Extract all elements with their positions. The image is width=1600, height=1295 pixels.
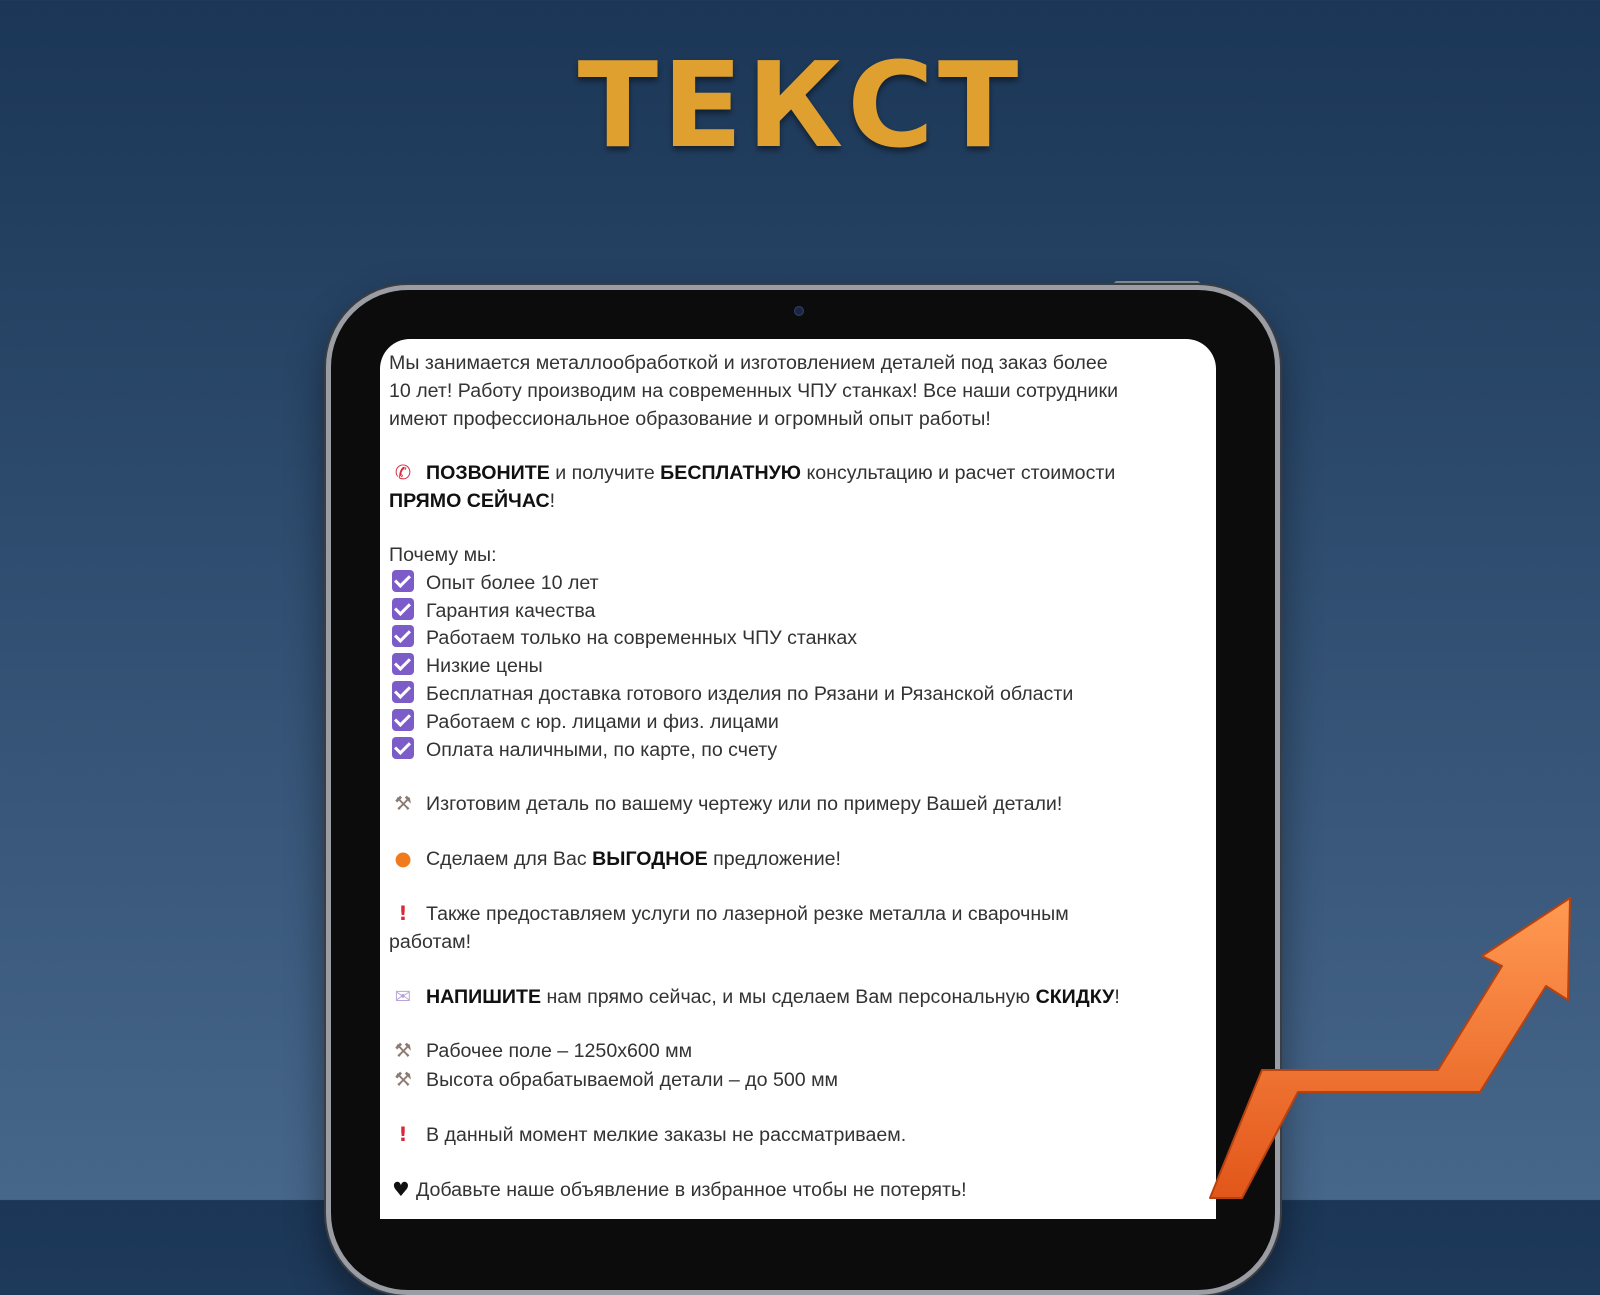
spec-item: ⚒ Высота обрабатываемой детали – до 500 мм <box>389 1066 1216 1095</box>
exclamation-icon: ! <box>398 1122 408 1146</box>
growth-arrow-icon <box>1180 880 1600 1200</box>
tools-icon: ⚒ <box>394 1068 412 1092</box>
benefit-item: Работаем с юр. лицами и физ. лицами <box>389 709 1216 737</box>
ad-text <box>380 339 1216 1205</box>
tools-icon: ⚒ <box>394 792 412 816</box>
camera-icon <box>794 306 804 316</box>
fire-icon: ● <box>394 847 412 871</box>
phone-icon: ✆ <box>394 461 412 485</box>
heart-icon: ♥ <box>392 1177 410 1201</box>
favorite-line: ♥ Добавьте наше объявление в избранное чтобы не потерять! <box>389 1176 1216 1205</box>
offer-line: ● Сделаем для Вас ВЫГОДНОЕ предложение! <box>389 845 1216 874</box>
checkbox-icon <box>392 681 414 703</box>
write-line: ✉ НАПИШИТЕ нам прямо сейчас, и мы сделаем Вам персональную СКИДКУ! <box>389 983 1216 1012</box>
tools-icon: ⚒ <box>394 1039 412 1063</box>
spec-item: ⚒ Рабочее поле – 1250х600 мм <box>389 1037 1216 1066</box>
tablet-screen <box>380 339 1216 1219</box>
notice-line: ! В данный момент мелкие заказы не рассматриваем. <box>389 1121 1216 1150</box>
checkbox-icon <box>392 570 414 592</box>
drawing-line: ⚒ Изготовим деталь по вашему чертежу или по примеру Вашей детали! <box>389 790 1216 819</box>
checkbox-icon <box>392 598 414 620</box>
call-line-2: ПРЯМО СЕЙЧАС! <box>389 490 556 513</box>
benefit-item: Низкие цены <box>389 653 1216 681</box>
checkbox-icon <box>392 653 414 675</box>
call-line: ✆ ПОЗВОНИТЕ и получите БЕСПЛАТНУЮ консультацию и расчет стоимости <box>389 459 1216 488</box>
headline: ТЕКСТ <box>577 36 1023 174</box>
envelope-icon: ✉ <box>394 984 412 1008</box>
services-line: ! Также предоставляем услуги по лазерной резке металла и сварочным <box>389 900 1216 929</box>
intro-line: Мы занимается металлообработкой и изготовлением деталей под заказ более <box>389 352 1108 374</box>
checkbox-icon <box>392 709 414 731</box>
intro-line: имеют профессиональное образование и огромный опыт работы! <box>389 407 991 430</box>
services-line-2: работам! <box>389 930 472 953</box>
exclamation-icon: ! <box>398 901 408 925</box>
checkbox-icon <box>392 625 414 647</box>
checkbox-icon <box>392 737 414 759</box>
benefit-item: Бесплатная доставка готового изделия по Рязани и Рязанской области <box>389 681 1216 709</box>
intro-line: 10 лет! Работу производим на современных ЧПУ станках! Все наши сотрудники <box>389 379 1119 402</box>
benefit-item: Оплата наличными, по карте, по счету <box>389 737 1216 765</box>
benefit-item: Гарантия качества <box>389 598 1216 626</box>
why-title: Почему мы: <box>389 543 497 566</box>
benefit-item: Опыт более 10 лет <box>389 570 1216 598</box>
benefit-item: Работаем только на современных ЧПУ станках <box>389 625 1216 653</box>
